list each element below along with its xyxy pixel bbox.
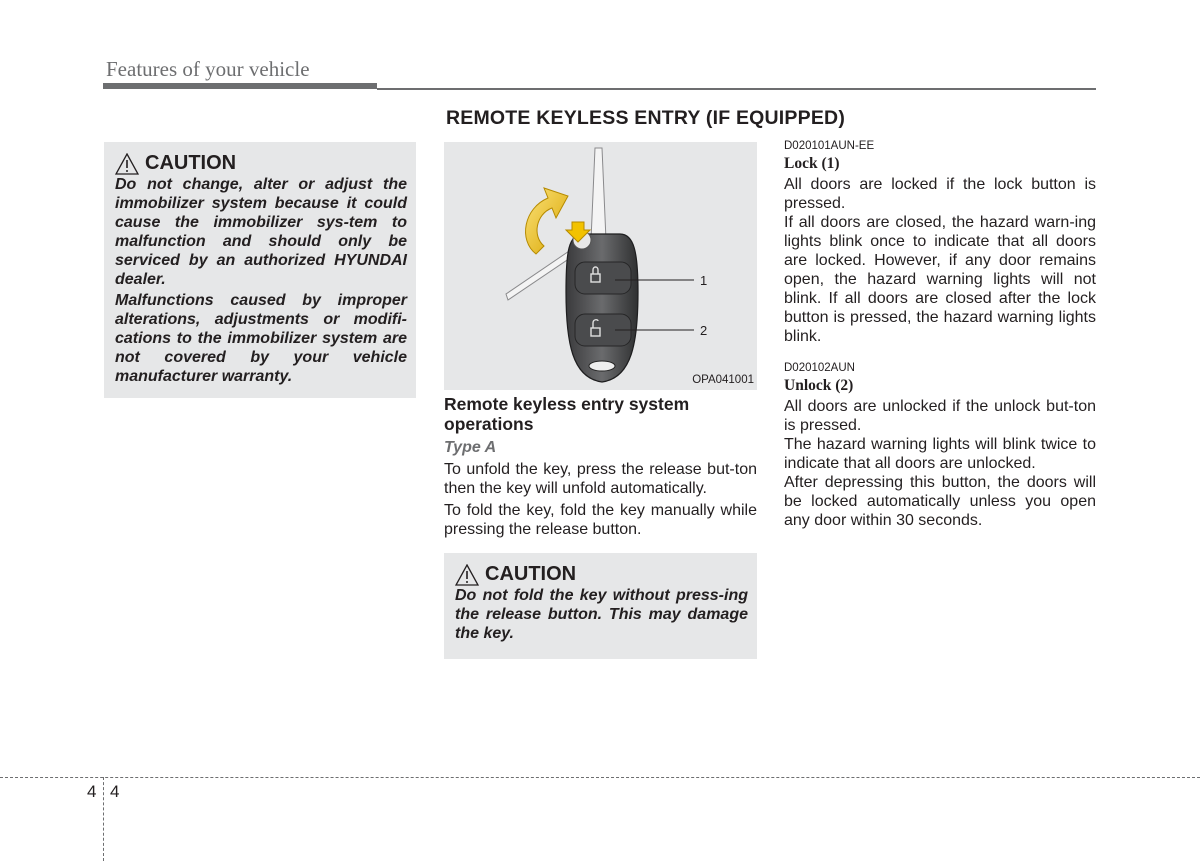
caution-heading xyxy=(115,152,407,175)
type-label: Type A xyxy=(444,439,497,456)
figure-code: OPA041001 xyxy=(692,374,754,386)
caution-heading-text: CAUTION xyxy=(485,563,577,585)
lock-title: Lock (1) xyxy=(784,155,840,172)
caution-heading-text: CAUTION xyxy=(145,152,237,174)
page-number: 4 xyxy=(110,782,120,801)
lock-paragraph: If all doors are closed, the hazard warn-ing lights blink once to indicate that all doors are locked. However, if any door remains open, the hazard warning lights will not blink. If all doors are closed after the lock button is pressed, the hazard warning lights blink. xyxy=(784,214,1096,345)
unlock-title: Unlock (2) xyxy=(784,377,854,394)
operations-heading: Remote keyless entry system operations xyxy=(444,394,690,434)
caution-paragraph: Do not change, alter or adjust the immobilizer system because it could cause the immobilizer sys-tem to malfunction and should only be serviced by an authorized HYUNDAI dealer. xyxy=(115,176,407,288)
lock-paragraph: All doors are locked if the lock button is pressed. xyxy=(784,176,1096,212)
unlock-code: D020102AUN xyxy=(784,362,855,374)
operations-paragraph: To fold the key, fold the key manually while pressing the release button. xyxy=(444,502,757,538)
rotate-arrow-icon xyxy=(526,188,568,254)
fob-body xyxy=(566,234,638,382)
lock-code: D020101AUN-EE xyxy=(784,140,875,152)
footer-divider xyxy=(103,777,104,861)
key-fob-illustration xyxy=(444,142,757,390)
caution-box-immobilizer xyxy=(104,142,416,398)
caution-box-fold xyxy=(444,553,757,659)
unlock-paragraph: The hazard warning lights will blink twice to indicate that all doors are unlocked. xyxy=(784,436,1096,472)
warning-triangle-icon xyxy=(115,153,139,175)
lock-button xyxy=(575,262,631,294)
lock-unlock-section xyxy=(784,140,1096,530)
key-blade-upright xyxy=(591,148,606,240)
callout-1-label: 1 xyxy=(700,273,708,288)
unlock-paragraph: All doors are unlocked if the unlock but-ton is pressed. xyxy=(784,398,1096,434)
caution-paragraph: Malfunctions caused by improper alterations, adjustments or modifi-cations to the immobilizer system are not covered by your vehicle manufacturer warranty. xyxy=(115,292,407,385)
footer-rule xyxy=(0,777,1200,778)
warning-triangle-icon xyxy=(455,564,479,586)
key-fob-drawing xyxy=(444,142,757,390)
header-title: Features of your vehicle xyxy=(106,57,310,81)
header-rule-thick xyxy=(103,83,377,89)
caution-heading xyxy=(455,563,748,586)
key-ring-slot xyxy=(589,361,615,371)
callout-2-label: 2 xyxy=(700,323,708,338)
unlock-paragraph: After depressing this button, the doors will be locked automatically unless you open any door within 30 seconds. xyxy=(784,474,1096,529)
operations-paragraph: To unfold the key, press the release but-ton then the key will unfold automatically. xyxy=(444,461,757,497)
section-title: REMOTE KEYLESS ENTRY (IF EQUIPPED) xyxy=(446,107,846,129)
header-rule-thin xyxy=(377,88,1096,90)
section-number: 4 xyxy=(87,782,97,801)
operations-section xyxy=(444,394,757,542)
caution-paragraph: Do not fold the key without press-ing the release button. This may damage the key. xyxy=(455,587,748,642)
